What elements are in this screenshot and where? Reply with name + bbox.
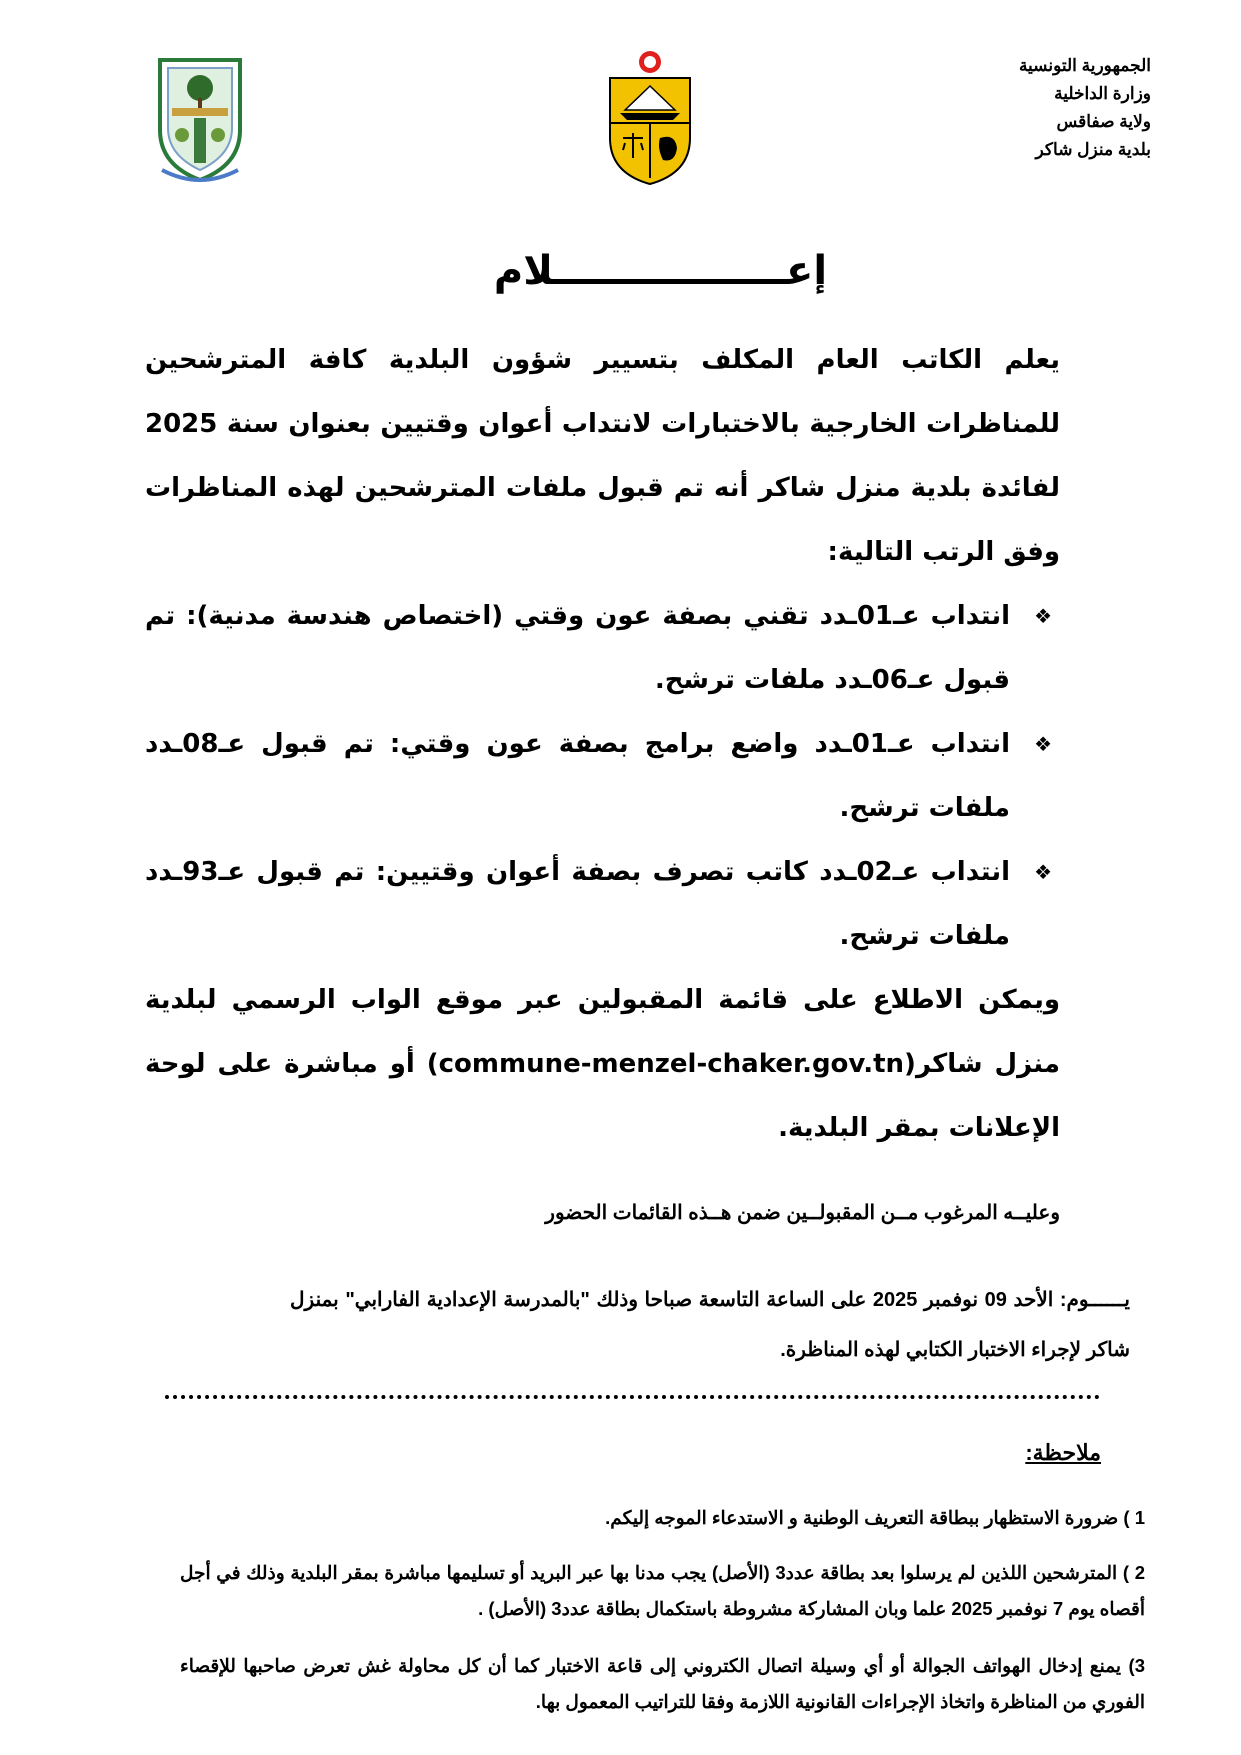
bullet-diamond-icon: ❖ (1034, 860, 1052, 884)
tunisia-emblem-icon (605, 48, 695, 186)
attendance-line: وعليــه المرغوب مــن المقبولــين ضمن هــذه القائمات الحضور (545, 1202, 1060, 1224)
announcement-body (145, 328, 1060, 1160)
website-sentence-end: أو مباشرة على لوحة الإعلانات بمقر البلدية. (145, 1049, 1060, 1143)
note-item: 3) يمنع إدخال الهواتف الجوالة أو أي وسيلة اتصال الكتروني إلى قاعة الاختبار كما أن كل محاولة غش تعرض صاحبها للإقصاء الفوري من المناظرة واتخاذ الإجراءات القانونية اللازمة وفقا للتراتيب المعمول بها. (180, 1655, 1145, 1712)
list-item (145, 840, 1060, 968)
website-link[interactable]: (commune-menzel-chaker.gov.tn) (426, 1049, 916, 1079)
list-item-text: انتداب عـ01ـدد واضع برامج بصفة عون وقتي: تم قبول عـ08ـدد ملفات ترشح. (145, 729, 1011, 823)
municipality-logo-icon (150, 50, 250, 185)
list-item-text: انتداب عـ01ـدد تقني بصفة عون وقتي (اختصاص هندسة مدنية): تم قبول عـ06ـدد ملفات ترشح. (145, 601, 1010, 695)
header-line-governorate: ولاية صفاقس (1056, 112, 1151, 131)
exam-date-paragraph: يــــــوم: الأحد 09 نوفمبر 2025 على الساعة التاسعة صباحا وذلك "بالمدرسة الإعدادية الفارابي" بمنزل شاكر لإجراء الاختبار الكتابي لهذه المناظرة. (290, 1289, 1130, 1361)
bullet-diamond-icon: ❖ (1034, 604, 1052, 628)
list-item (145, 584, 1060, 712)
note-item: 2 ) المترشحين اللذين لم يرسلوا بعد بطاقة عدد3 (الأصل) يجب مدنا بها عبر البريد أو تسليمها مباشرة بمقر البلدية وذلك في أجل أقصاه يوم 7 نوفمبر 2025 علما وبان المشاركة مشروطة باستكمال بطاقة عدد3 (الأصل) . (180, 1562, 1145, 1619)
issuer-header (891, 52, 1151, 164)
note-item: 1 ) ضرورة الاستظهار ببطاقة التعريف الوطنية و الاستدعاء الموجه إليكم. (605, 1507, 1145, 1528)
list-item (145, 712, 1060, 840)
header-line-republic: الجمهورية التونسية (1018, 56, 1151, 75)
dotted-divider (165, 1395, 1100, 1399)
page-title: إعـــــــــــــــــلام (493, 248, 828, 294)
header-line-ministry: وزارة الداخلية (1054, 84, 1151, 103)
website-paragraph (145, 968, 1060, 1160)
website-sentence-start: ويمكن الاطلاع على قائمة المقبولين عبر موقع الواب الرسمي لبلدية منزل شاكر (145, 985, 1060, 1079)
bullet-diamond-icon: ❖ (1034, 732, 1052, 756)
list-item-text: انتداب عـ02ـدد كاتب تصرف بصفة أعوان وقتيين: تم قبول عـ93ـدد ملفات ترشح. (145, 857, 1010, 951)
intro-paragraph: يعلم الكاتب العام المكلف بتسيير شؤون البلدية كافة المترشحين للمناظرات الخارجية بالاختبارات لانتداب أعوان وقتيين بعنوان سنة 2025 لفائدة بلدية منزل شاكر أنه تم قبول ملفات المترشحين لهذه المناظرات وفق الرتب التالية: (145, 345, 1060, 567)
notes-title: ملاحظة: (1025, 1440, 1101, 1465)
header-line-municipality: بلدية منزل شاكر (1035, 140, 1151, 159)
